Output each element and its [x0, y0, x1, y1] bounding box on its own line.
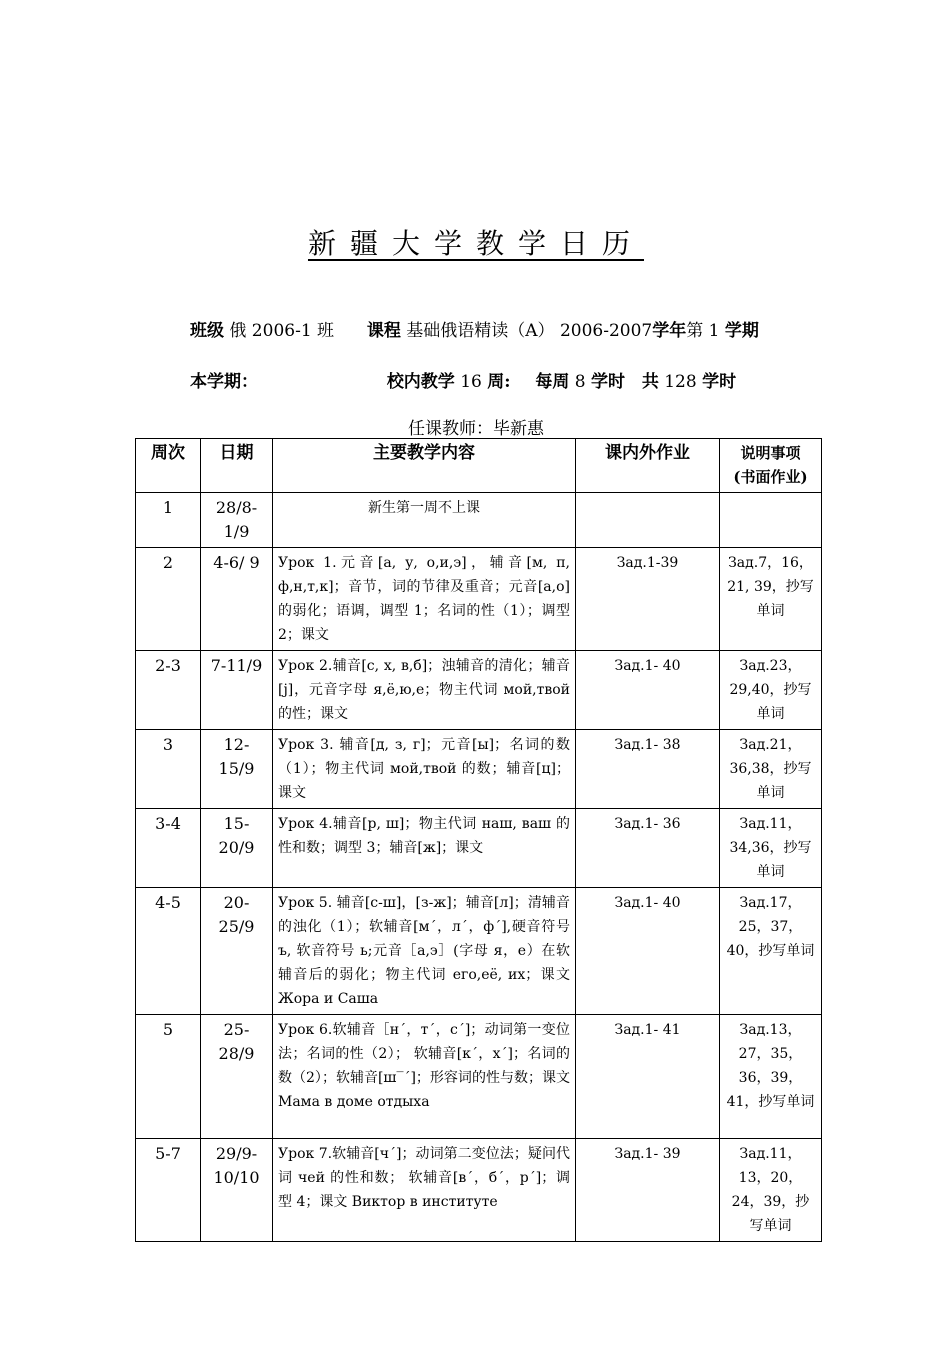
- semester-info-line: [190, 367, 810, 392]
- cell-homework: Зад.1- 38: [576, 730, 720, 809]
- table-row: [136, 1139, 822, 1242]
- table-header-row: [136, 439, 822, 493]
- cell-content: Урок 3. 辅音[д, з, г]；元音[ы]；名词的数（1）；物主代词 мой,твой 的数；辅音[ц]；课文: [273, 730, 576, 809]
- cell-date: 25-28/9: [201, 1015, 273, 1139]
- year-value: 2006-2007: [559, 321, 653, 341]
- cell-week: 5: [136, 1015, 201, 1139]
- table-row: [136, 493, 822, 548]
- cell-note: Зад.21，36,38，抄写单词: [720, 730, 822, 809]
- weekly-value: 8: [574, 372, 586, 392]
- course-value: 基础俄语精读（A）: [406, 321, 555, 341]
- cell-week: 3: [136, 730, 201, 809]
- cell-date: 7-11/9: [201, 651, 273, 730]
- page-title: 新疆大学教学日历: [307, 227, 644, 260]
- cell-date: 15-20/9: [201, 809, 273, 888]
- class-label: 班级: [190, 321, 224, 341]
- cell-date: 12-15/9: [201, 730, 273, 809]
- table-row: [136, 730, 822, 809]
- cell-homework: Зад.1- 40: [576, 651, 720, 730]
- cell-week: 5-7: [136, 1139, 201, 1242]
- table-row: [136, 651, 822, 730]
- header-date: 日期: [201, 439, 273, 493]
- cell-week: 2: [136, 548, 201, 651]
- header-content: 主要教学内容: [273, 439, 576, 493]
- header-week: 周次: [136, 439, 201, 493]
- cell-date: 4-6/ 9: [201, 548, 273, 651]
- cell-content: Урок 2.辅音[с, х, в,б]；浊辅音的清化；辅音[j]，元音字母 я,ё,ю,е；物主代词 мой,твой 的性；课文: [273, 651, 576, 730]
- weeks-label: 校内教学: [386, 372, 455, 392]
- table-row: [136, 809, 822, 888]
- header-note-line2: (书面作业): [733, 468, 808, 486]
- course-info-line: [190, 316, 759, 341]
- table-row: [136, 888, 822, 1015]
- year-label: 学年: [652, 321, 687, 341]
- class-value: 俄 2006-1 班: [229, 321, 335, 341]
- cell-note: Зад.11，34,36，抄写单词: [720, 809, 822, 888]
- semester-label: 本学期：: [190, 372, 258, 392]
- schedule-table: [135, 438, 822, 1242]
- cell-homework: [576, 493, 720, 548]
- cell-note: Зад.17，25，37，40，抄写单词: [720, 888, 822, 1015]
- cell-content: 新生第一周不上课: [273, 493, 576, 548]
- cell-note: Зад.7，16，21, 39，抄写单词: [720, 548, 822, 651]
- cell-note: [720, 493, 822, 548]
- cell-week: 4-5: [136, 888, 201, 1015]
- cell-content: Урок 4.辅音[р, ш]；物主代词 наш, ваш 的性和数；调型 3；辅音[ж]；课文: [273, 809, 576, 888]
- cell-homework: Зад.1- 36: [576, 809, 720, 888]
- teacher-line: 任课教师：毕新惠: [408, 419, 544, 439]
- cell-date: 20-25/9: [201, 888, 273, 1015]
- cell-date: 28/8-1/9: [201, 493, 273, 548]
- cell-content: Урок 6.软辅音［н´，т´，с´]；动词第一变位法；名词的性（2）； 软辅音[к´，х´]；名词的数（2）；软辅音[ш‾´]；形容词的性与数；课文 Мама в доме отдыха: [273, 1015, 576, 1139]
- total-unit: 学时: [702, 372, 737, 392]
- header-homework: 课内外作业: [576, 439, 720, 493]
- cell-note: Зад.23，29,40，抄写单词: [720, 651, 822, 730]
- cell-week: 2-3: [136, 651, 201, 730]
- header-note: [720, 439, 822, 493]
- cell-content: Урок 7.软辅音[ч´]；动词第二变位法；疑问代词 чей 的性和数； 软辅音[в´，б´，р´]；调型 4；课文 Виктор в институте: [273, 1139, 576, 1242]
- cell-homework: Зад.1-39: [576, 548, 720, 651]
- cell-homework: Зад.1- 40: [576, 888, 720, 1015]
- cell-content: Урок 5. 辅音[с-ш]，[з-ж]；辅音[л]；清辅音的浊化（1）；软辅音[м´，л´，ф´],硬音符号 ъ, 软音符号 ь;元音［а,э］(字母 я，е）在软辅音后的弱化；物主代词 его,её, их；课文 Жора и Саша: [273, 888, 576, 1015]
- weeks-value: 16: [460, 372, 482, 392]
- header-note-line1: 说明事项: [740, 444, 801, 462]
- total-label: 共: [641, 372, 659, 392]
- cell-homework: Зад.1- 41: [576, 1015, 720, 1139]
- cell-note: Зад.13，27，35，36，39，41，抄写单词: [720, 1015, 822, 1139]
- table-row: [136, 1015, 822, 1139]
- cell-date: 29/9-10/10: [201, 1139, 273, 1242]
- cell-note: Зад.11，13，20，24，39，抄写单词: [720, 1139, 822, 1242]
- table-row: [136, 548, 822, 651]
- weeks-unit: 周:: [487, 372, 511, 392]
- cell-content: Урок 1.元音[а, у, о,и,э]，辅音[м, п, ф,н,т,к]；音节，词的节律及重音；元音[а,о]的弱化；语调，调型 1；名词的性（1）；调型 2；课文: [273, 548, 576, 651]
- weekly-label: 每周: [535, 372, 570, 392]
- cell-week: 3-4: [136, 809, 201, 888]
- total-value: 128: [664, 372, 697, 392]
- cell-week: 1: [136, 493, 201, 548]
- weekly-unit: 学时: [591, 372, 625, 392]
- cell-homework: Зад.1- 39: [576, 1139, 720, 1242]
- course-label: 课程: [366, 321, 401, 341]
- term-label: 学期: [724, 321, 759, 341]
- term-prefix: 第 1: [686, 321, 720, 341]
